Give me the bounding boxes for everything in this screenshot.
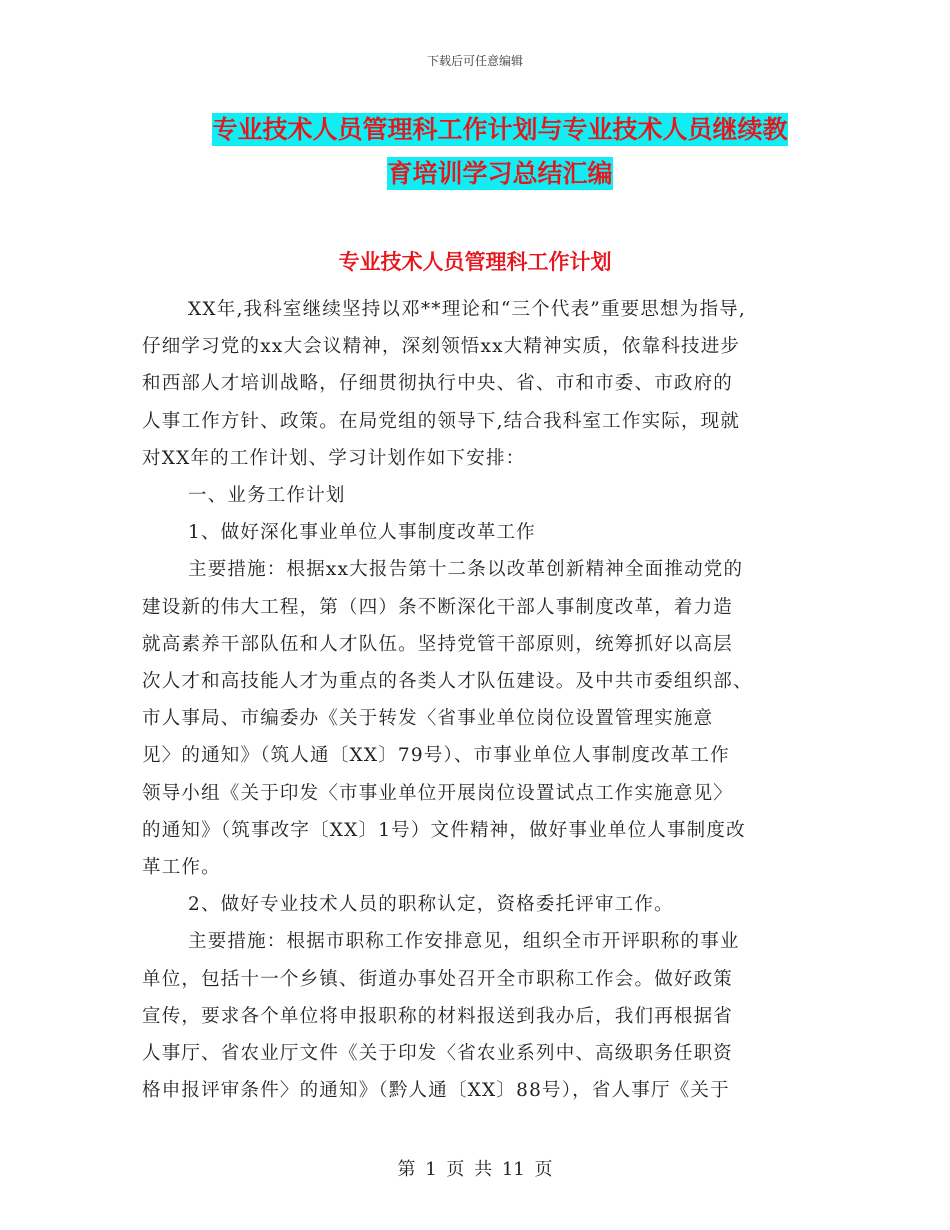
body-line: 见〉的通知》（筑人通〔XX〕79号）、市事业单位人事制度改革工作 — [142, 745, 730, 767]
body-line: 人事厅、省农业厅文件《关于印发〈省农业系列中、高级职务任职资 — [142, 1043, 734, 1065]
body-line: XX年,我科室继续坚持以邓**理论和“三个代表”重要思想为指导, — [188, 299, 746, 320]
body-line: 主要措施：根据市职称工作安排意见，组织全市开评职称的事业 — [188, 931, 740, 953]
section-title: 专业技术人员管理科工作计划 — [338, 249, 612, 274]
body-line: 次人才和高技能人才为重点的各类人才队伍建设。及中共市委组织部、 — [142, 671, 753, 693]
document-title-line-2: 育培训学习总结汇编 — [387, 159, 613, 188]
body-line: 市人事局、市编委办《关于转发〈省事业单位岗位设置管理实施意 — [142, 708, 714, 730]
body-subheading: 2、做好专业技术人员的职称认定，资格委托评审工作。 — [188, 894, 674, 916]
body-line: 人事工作方针、政策。在局党组的领导下,结合我科室工作实际，现就 — [142, 410, 741, 432]
body-line: 仔细学习党的xx大会议精神，深刻领悟xx大精神实质，依靠科技进步 — [142, 336, 741, 358]
body-line: 就高素养干部队伍和人才队伍。坚持党管干部原则，统筹抓好以高层 — [142, 633, 734, 655]
body-line: 的通知》（筑事改字〔XX〕1号）文件精神，做好事业单位人事制度改 — [142, 819, 746, 841]
body-line: 领导小组《关于印发〈市事业单位开展岗位设置试点工作实施意见〉 — [142, 782, 734, 804]
body-line: 建设新的伟大工程，第（四）条不断深化干部人事制度改革，着力造 — [142, 596, 734, 618]
body-heading: 一、业务工作计划 — [188, 485, 346, 507]
body-line: 主要措施：根据xx大报告第十二条以改革创新精神全面推动党的 — [188, 559, 744, 581]
document-body — [142, 291, 814, 1109]
body-line: 格申报评审条件〉的通知》（黔人通〔XX〕88号），省人事厅《关于 — [142, 1080, 730, 1102]
body-line: 革工作。 — [142, 857, 221, 879]
body-line: 宣传，要求各个单位将申报职称的材料报送到我办后，我们再根据省 — [142, 1005, 734, 1027]
body-line: 和西部人才培训战略，仔细贯彻执行中央、省、市和市委、市政府的 — [142, 373, 734, 395]
body-line: 对XX年的工作计划、学习计划作如下安排： — [142, 447, 526, 469]
page-number-footer: 第 1 页 共 11 页 — [397, 1159, 553, 1180]
document-title-line-1: 专业技术人员管理科工作计划与专业技术人员继续教 — [212, 115, 788, 144]
document-title — [120, 108, 880, 196]
page-header-note: 下载后可任意编辑 — [426, 54, 523, 68]
body-line: 单位，包括十一个乡镇、街道办事处召开全市职称工作会。做好政策 — [142, 968, 734, 990]
body-subheading: 1、做好深化事业单位人事制度改革工作 — [188, 522, 536, 544]
